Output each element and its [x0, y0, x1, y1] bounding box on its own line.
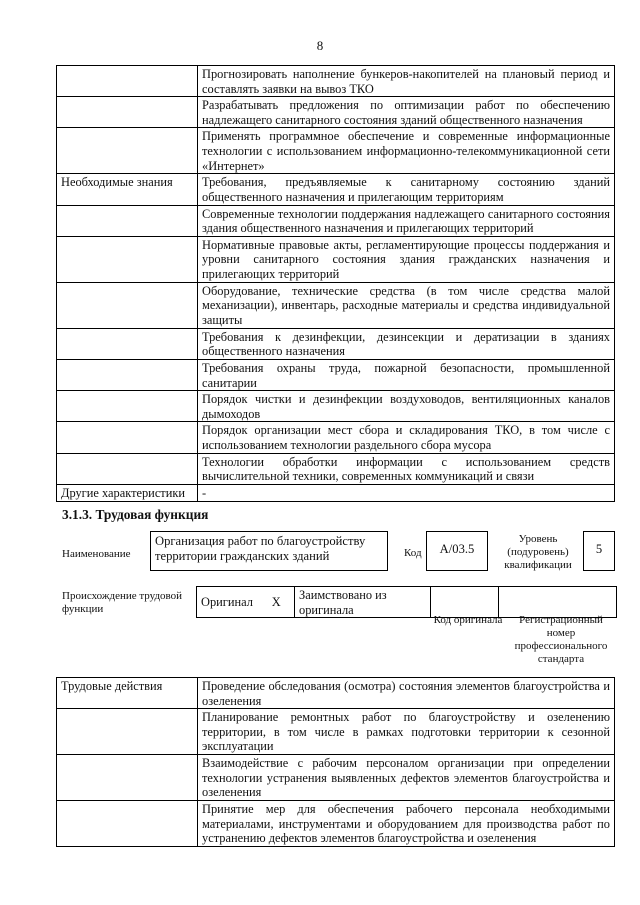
row-text: Требования охраны труда, пожарной безопасности, промышленной санитарии: [198, 359, 615, 390]
row-label: [57, 422, 198, 453]
table-row: [57, 755, 615, 801]
actions-table: [56, 677, 615, 847]
original-label: Оригинал: [197, 587, 259, 618]
table-row: [57, 128, 615, 174]
table-row: [57, 205, 615, 236]
function-name-box: [150, 531, 388, 571]
table-row: [57, 453, 615, 484]
reg-caption: Регистрационный номер профессионального стандарта: [514, 614, 608, 665]
row-text: Современные технологии поддержания надлежащего санитарного состояния здания общественного назначения и прилегающих территорий: [198, 205, 615, 236]
original-mark: Х: [259, 587, 295, 618]
table-row: [57, 328, 615, 359]
section-title: 3.1.3. Трудовая функция: [62, 507, 209, 522]
table-row: [57, 391, 615, 422]
row-text: Порядок чистки и дезинфекции воздуховодов, вентиляционных каналов дымоходов: [198, 391, 615, 422]
table-row: [57, 282, 615, 328]
table-row: [57, 97, 615, 128]
row-label: [57, 97, 198, 128]
reg-number-cell: [499, 587, 617, 618]
knowledge-table: [56, 65, 615, 502]
row-text: Взаимодействие с рабочим персоналом организации при определении технологии устранения выявленных дефектов элементов благоустройства и озеленения: [198, 755, 615, 801]
table-row: [57, 801, 615, 847]
row-text: Требования, предъявляемые к санитарному состоянию зданий общественного назначения и прилегающим территориям: [198, 174, 615, 205]
row-text: Оборудование, технические средства (в том числе средства малой механизации), инвентарь, расходные материалы и средства индивидуальной защиты: [198, 282, 615, 328]
code-orig-cell: [431, 587, 499, 618]
row-label: [57, 282, 198, 328]
row-label: [57, 236, 198, 282]
row-label: Другие характеристики: [57, 484, 198, 501]
row-text: Требования к дезинфекции, дезинсекции и дератизации в зданиях общественного назначения: [198, 328, 615, 359]
table-row: [57, 236, 615, 282]
code-box: [426, 531, 488, 571]
level-label: Уровень (подуровень) квалификации: [504, 533, 572, 571]
row-label: [57, 128, 198, 174]
row-label: [57, 453, 198, 484]
code-label: Код: [404, 547, 422, 559]
function-name: Организация работ по благоустройству территории гражданских зданий: [155, 534, 366, 563]
row-text: Разрабатывать предложения по оптимизации работ по обеспечению надлежащего санитарного состояния зданий общественного назначения: [198, 97, 615, 128]
row-label: [57, 755, 198, 801]
row-text: Порядок организации мест сбора и складирования ТКО, в том числе с использованием технологии раздельного сбора мусора: [198, 422, 615, 453]
row-label: [57, 709, 198, 755]
row-label: [57, 66, 198, 97]
table-row: [57, 678, 615, 709]
row-label: Трудовые действия: [57, 678, 198, 709]
row-label: [57, 359, 198, 390]
table-row: [57, 174, 615, 205]
code-orig-caption: Код оригинала: [433, 614, 503, 626]
table-row: [57, 66, 615, 97]
level-box: [583, 531, 615, 571]
row-label: [57, 801, 198, 847]
table-row: [57, 359, 615, 390]
row-text: Планирование ремонтных работ по благоустройству и озеленению территории, в том числе в рамках подготовки территории к сезонной эксплуатации: [198, 709, 615, 755]
row-label: [57, 205, 198, 236]
row-text: Прогнозировать наполнение бункеров-накопителей на плановый период и составлять заявки на вывоз ТКО: [198, 66, 615, 97]
row-text: Нормативные правовые акты, регламентирующие процессы поддержания и уровни санитарного состояния здания гражданских назначения и прилегающих территорий: [198, 236, 615, 282]
row-text: Проведение обследования (осмотра) состояния элементов благоустройства и озеленения: [198, 678, 615, 709]
table-row: [57, 422, 615, 453]
table-row: [57, 484, 615, 501]
row-text: -: [198, 484, 615, 501]
origin-label: Происхождение трудовой функции: [62, 590, 183, 615]
row-label: [57, 391, 198, 422]
row-text: Принятие мер для обеспечения рабочего персонала необходимыми материалами, инструментами и оборудованием для производства работ по устранению дефектов элементов благоустройства и озеленения: [198, 801, 615, 847]
row-text: Применять программное обеспечение и современные информационные технологии с использованием информационно-телекоммуникационной сети «Интернет»: [198, 128, 615, 174]
name-label: Наименование: [62, 548, 131, 560]
page-number: 8: [316, 38, 324, 53]
row-label: Необходимые знания: [57, 174, 198, 205]
level-value: 5: [595, 542, 603, 556]
table-row: [57, 709, 615, 755]
row-label: [57, 328, 198, 359]
row-text: Технологии обработки информации с использованием средств вычислительной техники, современных коммуникаций и связи: [198, 453, 615, 484]
borrowed-label: Заимствовано из оригинала: [295, 587, 431, 618]
code-value: А/03.5: [439, 542, 475, 556]
